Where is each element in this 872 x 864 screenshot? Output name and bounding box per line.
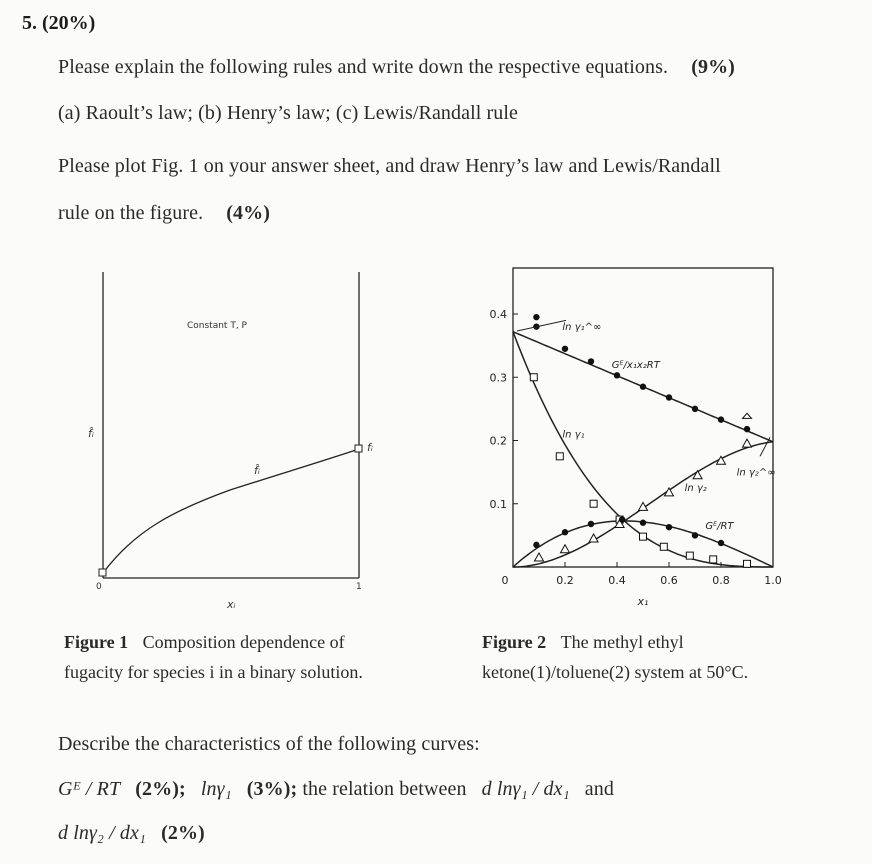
ln-gamma1-term: lnγ₁ (200, 778, 232, 800)
fig2-x-axis-label: x₁ (637, 595, 649, 608)
instruction-text: rule on the figure. (58, 202, 204, 224)
fig2-point (718, 416, 724, 422)
instruction-text: Please explain the following rules and write down the respective equations. (58, 56, 669, 78)
fig2-point (710, 556, 717, 563)
fig2-y-tick-label: 0.1 (489, 497, 507, 511)
describe-line-2 (58, 822, 205, 845)
fig2-point (718, 540, 724, 546)
points-label: (4%) (226, 202, 271, 224)
fig2-x-tick-label: 0.2 (556, 574, 574, 587)
fig2-point (614, 372, 620, 378)
fig2-point (692, 532, 698, 538)
fig2-point (743, 413, 752, 418)
fig1-y-label: f̂ᵢ (88, 427, 94, 440)
points-label: (2%); (135, 778, 186, 800)
fig2-point (693, 471, 702, 479)
fig2-point (744, 426, 750, 432)
fig1-caption-line-2: fugacity for species i in a binary solution. (64, 662, 363, 682)
fig2-point (619, 516, 625, 522)
fig2-point (692, 406, 698, 412)
points-label: (3%); (246, 778, 298, 800)
fig1-end-label: fᵢ (367, 441, 373, 454)
fig2-x-tick-label: 0.4 (608, 574, 626, 587)
fig2-caption-line-1 (482, 632, 684, 653)
fig2-point (562, 529, 568, 535)
fig2-y-tick-label: 0.4 (489, 308, 507, 321)
fig1-constant-label: Constant T, P (187, 321, 247, 331)
fig2-label-ln-gamma1-inf: ln γ₁^∞ (562, 321, 602, 333)
ge-rt-term: Gᴱ / RT (58, 778, 121, 800)
fig2-y-tick-label: 0.3 (489, 371, 507, 385)
points-label: (9%) (691, 56, 735, 78)
fig2-point (533, 314, 539, 320)
fig2-point (743, 439, 752, 447)
dln-gamma1-term: d lnγ₁ / dx₁ (481, 778, 570, 800)
fig1-one-label: 1 (356, 582, 362, 592)
fig2-point (744, 560, 751, 567)
fig2-point (640, 533, 647, 540)
fig2-point (561, 545, 570, 553)
fig2-point (533, 542, 539, 548)
fig2-y-tick-label: 0.2 (489, 434, 507, 448)
fig1-curve-label: f̂ᵢ (254, 464, 260, 477)
instruction-line-2: (a) Raoult’s law; (b) Henry’s law; (c) Lewis/Randall rule (58, 102, 519, 124)
fig2-point (660, 543, 667, 550)
fig2-x-tick-label: 0 (501, 574, 509, 587)
fig1-caption-text: Composition dependence of (142, 632, 345, 652)
fig2-point (588, 521, 594, 527)
question-number: 5. (20%) (22, 12, 96, 34)
fig2-point (686, 552, 693, 559)
fig2-point (588, 358, 594, 364)
relation-text: the relation between (302, 778, 467, 800)
fig2-point (535, 553, 544, 561)
points-label: (2%) (161, 822, 205, 844)
fig2-label-ln-gamma1: ln γ₁ (562, 429, 585, 441)
fig2-point (666, 394, 672, 400)
fig2-point (640, 520, 646, 526)
fig2-caption-title: Figure 2 (482, 632, 547, 652)
and-text: and (584, 778, 614, 800)
fig2-label-ln-gamma2: ln γ₂ (684, 483, 707, 495)
fig2-point (530, 374, 537, 381)
fig2-x-tick-label: 0.6 (660, 574, 678, 587)
fig2-label-ln-gamma2-inf: ln γ₂^∞ (736, 467, 776, 479)
fig1-caption-title: Figure 1 (64, 632, 129, 652)
fig1-origin-label: 0 (96, 582, 102, 592)
instruction-line-3: Please plot Fig. 1 on your answer sheet, and draw Henry’s law and Lewis/Randall (58, 155, 721, 177)
describe-intro: Describe the characteristics of the following curves: (58, 733, 480, 755)
fig1-x-label: xᵢ (227, 598, 236, 611)
fig2-x-tick-label: 0.8 (712, 574, 730, 587)
fig2-point (590, 500, 597, 507)
dln-gamma2-term: d lnγ₂ / dx₁ (58, 822, 146, 844)
fig2-point (556, 453, 563, 460)
describe-line-1 (58, 778, 614, 801)
fig2-label-ge-x1x2: Gᴱ/x₁x₂RT (611, 359, 660, 371)
fig2-caption-text: The methyl ethyl (560, 632, 684, 652)
fig2-label-ge-rt: Gᴱ/RT (705, 521, 734, 533)
fig2-point (562, 346, 568, 352)
fig2-x-tick-label: 1.0 (764, 574, 782, 587)
fig2-arrow-ln-gamma2-inf (760, 437, 770, 456)
fig2-caption-line-2: ketone(1)/toluene(2) system at 50°C. (482, 662, 749, 682)
fig2-point (640, 384, 646, 390)
fig2-arrow-ln-gamma1-inf (517, 320, 566, 331)
fig2-point (666, 524, 672, 530)
